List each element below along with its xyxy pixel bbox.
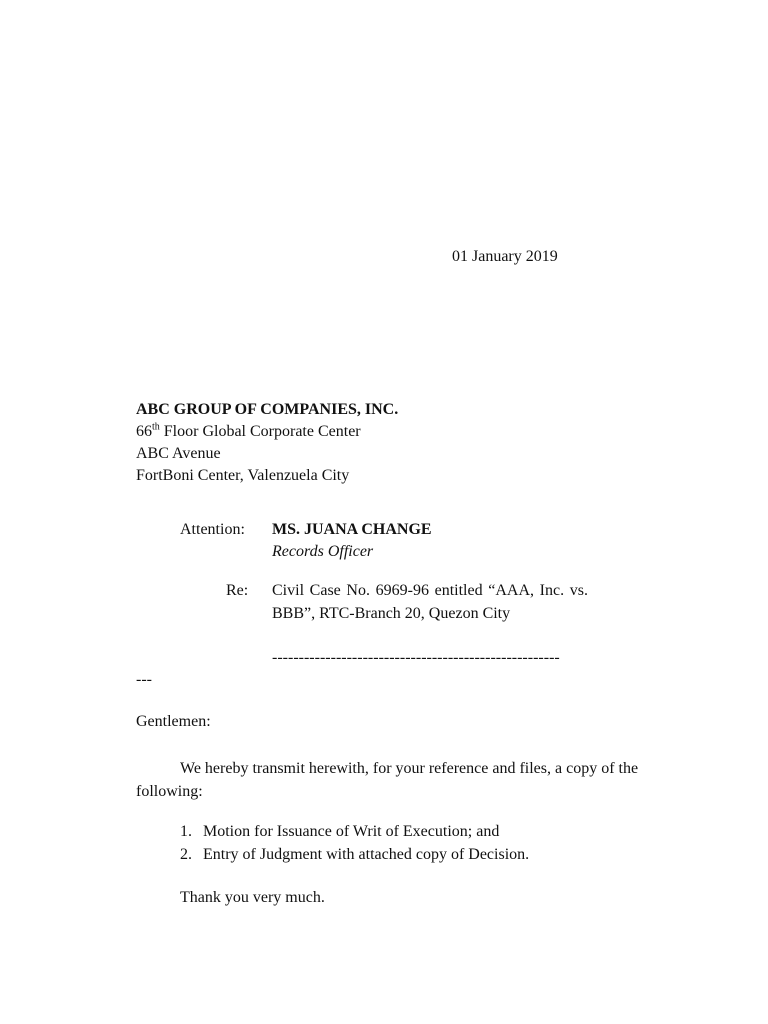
address-floor-suffix: th (152, 421, 160, 433)
list-item-text: Entry of Judgment with attached copy of Decision. (203, 846, 530, 863)
list-item (180, 844, 529, 866)
address-floor-number: 66 (136, 423, 152, 440)
list-item-text: Motion for Issuance of Writ of Execution; and (203, 823, 500, 840)
list-item-number: 2. (180, 846, 192, 863)
recipient-address-line-3: FortBoni Center, Valenzuela City (136, 467, 350, 484)
salutation: Gentlemen: (136, 713, 211, 730)
recipient-address-line-2: ABC Avenue (136, 445, 221, 462)
re-label: Re: (226, 582, 249, 599)
list-item-number: 1. (180, 823, 192, 840)
separator-dashes: ------------------------------------------------------ (272, 649, 560, 666)
closing-line: Thank you very much. (180, 889, 325, 906)
recipient-company: ABC GROUP OF COMPANIES, INC. (136, 401, 399, 418)
re-subject: Civil Case No. 6969-96 entitled “AAA, Inc. vs. BBB”, RTC-Branch 20, Quezon City (272, 582, 588, 622)
letter-date: 01 January 2019 (452, 248, 558, 265)
recipient-address-line-1 (136, 421, 361, 443)
separator-dashes-tail: --- (136, 671, 152, 688)
attention-label: Attention: (180, 521, 245, 538)
address-floor-rest: Floor Global Corporate Center (159, 423, 361, 440)
body-paragraph: We hereby transmit herewith, for your reference and files, a copy of the following: (136, 760, 639, 800)
list-item (180, 821, 499, 843)
attention-title: Records Officer (272, 543, 374, 560)
attention-name: MS. JUANA CHANGE (272, 521, 432, 538)
